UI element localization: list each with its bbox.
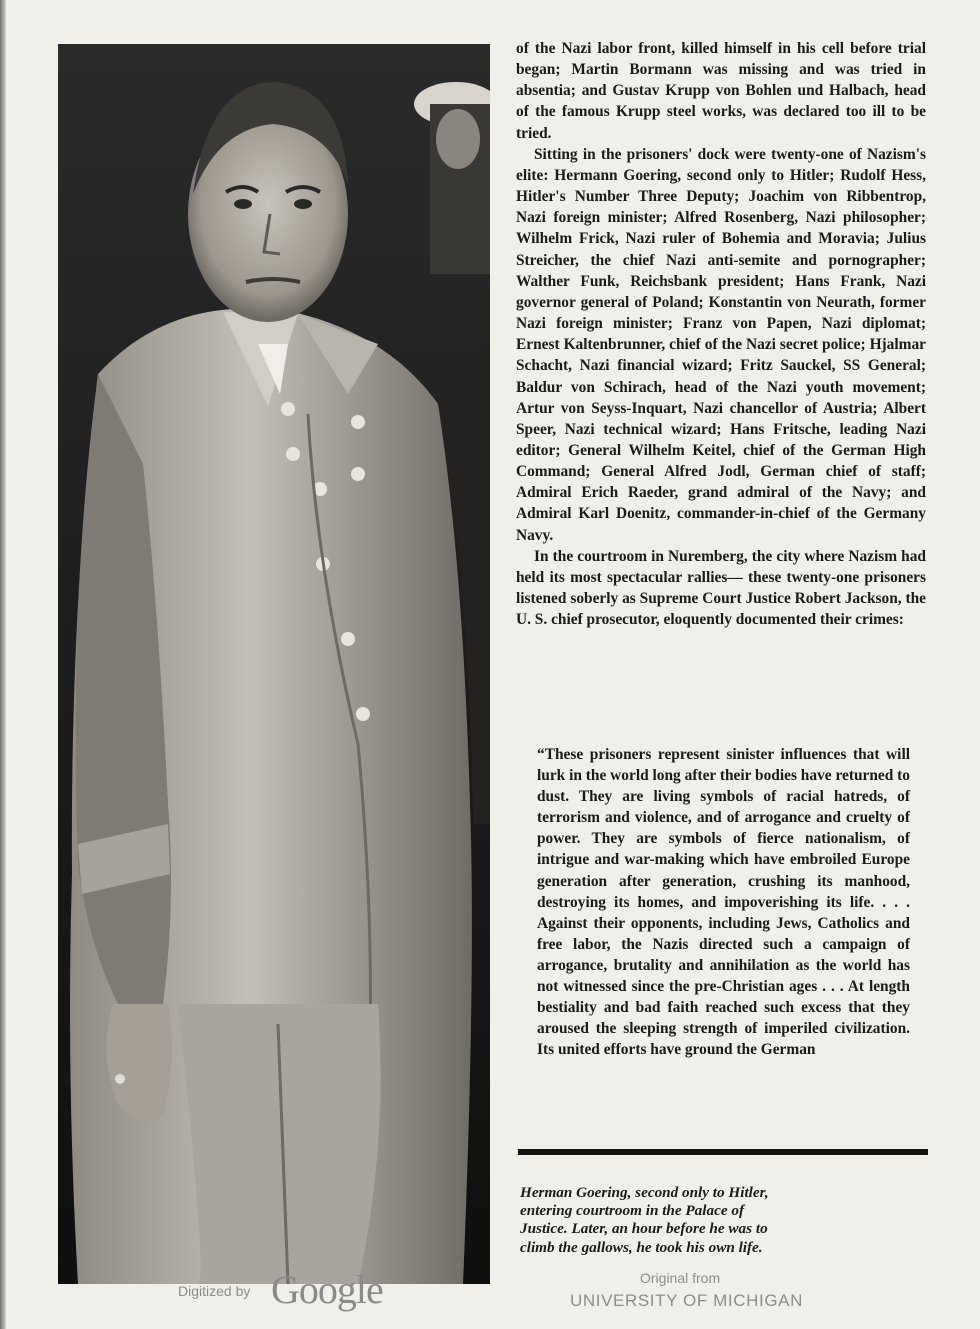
photo-caption [520,1184,790,1257]
article-paragraph: In the courtroom in Nuremberg, the city where Nazism had held its most spectacular rallies— these twenty-one prisoners listened soberly as Supreme Court Justice Robert Jackson, the U. S. chief prosecutor, eloquently documented their crimes: [516,547,926,629]
page-binding-edge [0,0,6,1329]
caption-text: Herman Goering, second only to Hitler, entering courtroom in the Palace of Justice. Later, an hour before he was to climb the gallows, he took his own life. [520,1184,769,1256]
original-from-label: Original from [640,1270,721,1286]
jackson-quotation [537,744,910,1060]
university-label: UNIVERSITY OF MICHIGAN [570,1291,803,1310]
google-logo: Google [271,1267,383,1312]
article-paragraph: Sitting in the prisoners' dock were twenty-one of Nazism's elite: Hermann Goering, second only to Hitler; Rudolf Hess, Hitler's Number Three Deputy; Joachim von Ribbentrop, Nazi foreign minister; Alfred Rosenberg, Nazi philosopher; Wilhelm Frick, Nazi ruler of Bohemia and Moravia; Julius Streicher, the chief Nazi anti-semite and pornographer; Walther Funk, Reichsbank president; Hans Frank, Nazi governor general of Poland; Konstantin von Neurath, former Nazi foreign minister; Franz von Papen, Nazi diplomat; Ernest Kaltenbrunner, chief of the Nazi secret police; Hjalmar Schacht, Nazi financial wizard; Fritz Sauckel, SS General; Baldur von Schirach, head of the Nazi youth movement; Artur von Seyss-Inquart, Nazi chancellor of Austria; Albert Speer, Nazi technical wizard; Hans Fritsche, leading Nazi editor; General Wilhelm Keitel, chief of the German High Command; General Alfred Jodl, German chief of staff; Admiral Erich Raeder, grand admiral of the Navy; and Admiral Karl Doenitz, commander-in-chief of the Germany Navy. [516,145,926,544]
digitized-by-label: Digitized by [178,1283,251,1299]
caption-divider-rule [518,1149,928,1155]
quotation-text: “These prisoners represent sinister influences that will lurk in the world long after their bodies have returned to dust. They are living symbols of racial hatreds, of terrorism and violence, and of arrogance and cruelty of power. They are symbols of fierce nationalism, of intrigue and war-making which have embroiled Europe generation after generation, crushing its manhood, destroying its homes, and impoverishing its life. . . . Against their opponents, including Jews, Catholics and free labor, the Nazis directed such a campaign of arrogance, brutality and annihilation as the world has not witnessed since the pre-Christian ages . . . At length bestiality and bad faith reached such excess that they aroused the sleeping strength of imperiled civilization. Its united efforts have ground the German [537,746,910,1059]
article-body [516,38,926,630]
goering-photograph [58,44,490,1284]
article-paragraph: of the Nazi labor front, killed himself in his cell before trial began; Martin Bormann was missing and was tried in absentia; and Gustav Krupp von Bohlen und Halbach, head of the famous Krupp steel works, was declared too ill to be tried. [516,40,926,142]
